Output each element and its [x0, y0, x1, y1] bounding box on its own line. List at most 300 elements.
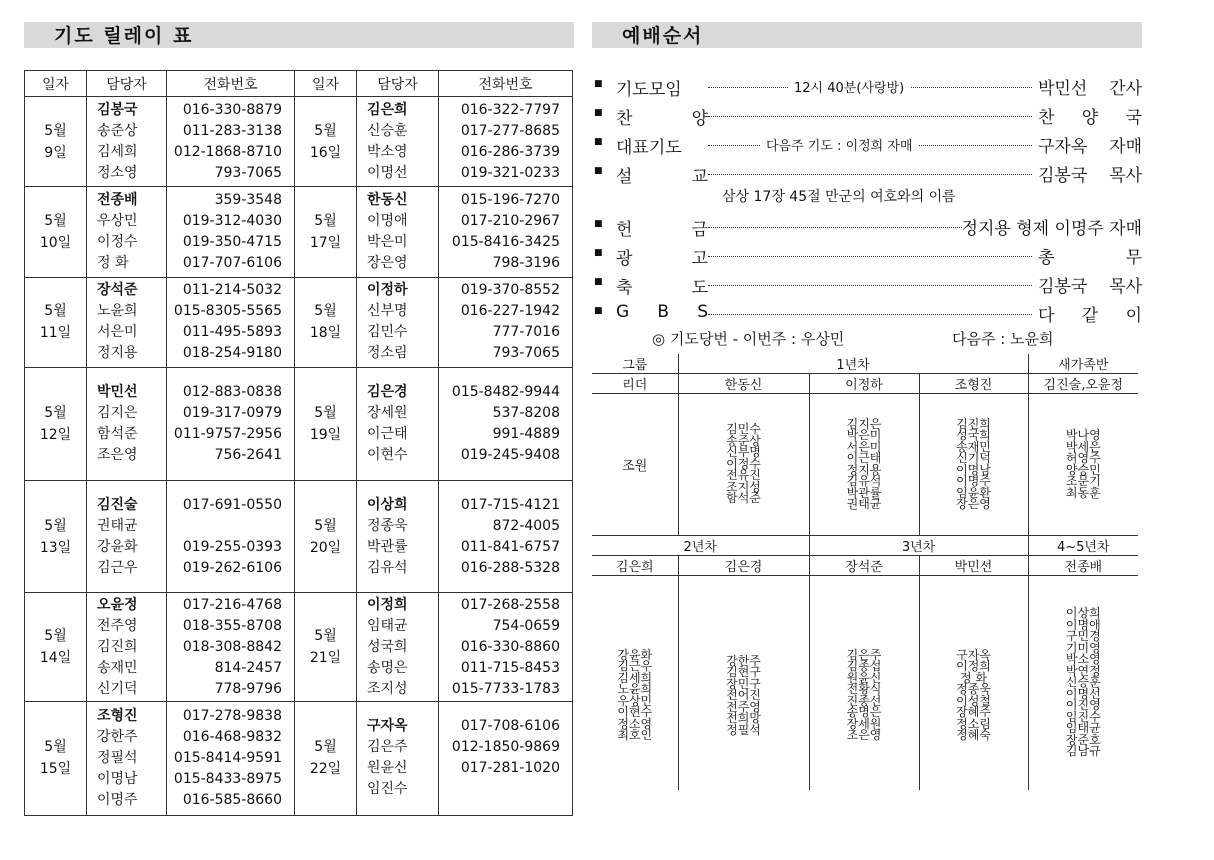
group-member: 장은영 — [956, 497, 991, 511]
relay-date-line: 5월 — [44, 739, 67, 756]
relay-person: 정종욱 — [367, 517, 408, 534]
relay-phone: 017-708-6106 — [460, 718, 560, 735]
relay-names — [87, 277, 167, 367]
group-member: 장세원 — [846, 716, 882, 731]
group-member: 원윤신 — [846, 670, 882, 685]
relay-phone: 016-468-9832 — [182, 728, 282, 745]
group-header-row-2 — [592, 536, 1138, 556]
group-member: 김세희 — [617, 670, 653, 685]
group-member: 신승훈 — [1065, 675, 1101, 689]
relay-date-line: 21일 — [309, 650, 342, 666]
relay-person: 김진술 — [97, 496, 138, 513]
relay-date-line: 5월 — [314, 303, 337, 320]
group-member: 정필석 — [726, 722, 761, 737]
group-member: 임태균 — [1065, 721, 1101, 735]
relay-person: 신부명 — [367, 303, 408, 320]
group-members — [919, 394, 1028, 536]
relay-person: 이명주 — [97, 791, 138, 808]
group-member: 정종욱 — [956, 682, 991, 697]
relay-phone: 015-8416-3425 — [451, 233, 560, 250]
relay-date — [25, 367, 87, 480]
relay-person: 전주영 — [97, 617, 138, 634]
relay-phone: 011-715-8453 — [460, 659, 560, 676]
relay-phone: 017-216-4768 — [182, 596, 282, 613]
group-leader: 전종배 — [1028, 556, 1138, 576]
relay-phone: 012-1850-9869 — [451, 739, 560, 756]
newcomer-header: 새가족반 — [1028, 354, 1138, 374]
worship-item — [592, 299, 1142, 328]
relay-person: 한동신 — [367, 191, 408, 208]
relay-person: 오윤정 — [97, 596, 138, 613]
relay-date-line: 9일 — [44, 144, 67, 161]
group-member: 임진수 — [1065, 709, 1101, 724]
leader-dots — [708, 116, 1032, 117]
group-members — [919, 576, 1028, 790]
relay-person: 조지성 — [367, 680, 408, 697]
square-bullet-icon: ■ — [594, 108, 603, 118]
relay-date — [25, 481, 87, 593]
square-bullet-icon: ■ — [594, 306, 603, 316]
relay-phone: 011-214-5032 — [182, 282, 282, 299]
relay-person: 김지은 — [97, 404, 138, 421]
relay-phone: 019-350-4715 — [182, 233, 282, 250]
group-leader: 박민선 — [919, 556, 1028, 576]
worship-item-label: 축 도 — [616, 278, 708, 298]
worship-item-detail: 다음주 기도 : 이정희 자매 — [760, 135, 919, 154]
relay-phone: 814-2457 — [214, 659, 282, 676]
relay-phone: 777-7016 — [492, 324, 560, 341]
group-member: 구자옥 — [956, 647, 991, 662]
group-member: 전주영 — [726, 699, 761, 714]
year1-header: 1년차 — [678, 354, 1028, 374]
leader-dots — [708, 256, 1032, 257]
relay-names — [357, 187, 439, 277]
relay-date — [295, 481, 357, 593]
relay-row — [25, 593, 573, 701]
relay-phone: 017-268-2558 — [460, 596, 560, 613]
worship-item-leader: 정지용 형제 이명주 자매 — [962, 214, 1142, 239]
relay-date — [25, 593, 87, 701]
relay-date-line: 17일 — [309, 234, 342, 251]
group-member: 임윤환 — [956, 485, 991, 500]
relay-person: 원윤신 — [367, 760, 408, 777]
year3-header: 3년차 — [809, 536, 1028, 556]
relay-person: 김세희 — [97, 143, 138, 160]
relay-phone: 991-4889 — [492, 425, 560, 442]
worship-item-label: 기도모임 — [616, 80, 682, 100]
relay-phones — [439, 367, 573, 480]
relay-phone: 011-841-6757 — [460, 538, 560, 555]
square-bullet-icon: ■ — [594, 219, 603, 229]
relay-phone: 017-278-9838 — [182, 707, 282, 724]
order-of-worship — [592, 72, 1142, 354]
relay-date-line: 5월 — [44, 212, 67, 229]
relay-date-line: 13일 — [39, 539, 72, 556]
relay-phone: 793-7065 — [492, 345, 560, 362]
relay-phone: 016-585-8660 — [182, 791, 282, 808]
relay-date-line: 5월 — [44, 404, 67, 421]
group-member: 진종선 — [846, 693, 882, 708]
sermon-text: 삼상 17장 45절 만군의 여호와의 이름 — [722, 189, 956, 205]
relay-phone: 756-2641 — [214, 446, 282, 463]
relay-date-line: 18일 — [309, 325, 342, 342]
relay-phone: 019-312-4030 — [182, 212, 282, 229]
relay-person: 정필석 — [97, 749, 138, 766]
relay-person: 이근태 — [367, 425, 408, 442]
relay-person: 송준상 — [97, 122, 138, 139]
relay-person: 박소영 — [367, 143, 408, 160]
relay-phone: 015-8433-8975 — [173, 770, 282, 787]
relay-person: 이정수 — [97, 233, 138, 250]
relay-phones — [167, 481, 295, 593]
group-leader: 이정하 — [809, 374, 919, 394]
group-members — [1028, 394, 1138, 536]
relay-date-line: 19일 — [309, 426, 342, 443]
relay-row — [25, 701, 573, 815]
group-member: 박연정 — [1065, 663, 1101, 678]
header-phone: 전화번호 — [439, 71, 573, 97]
relay-phone: 015-8305-5565 — [173, 303, 282, 320]
worship-item — [592, 72, 1142, 101]
header-date: 일자 — [25, 71, 87, 97]
relay-names — [87, 97, 167, 187]
relay-date — [295, 277, 357, 367]
group-members — [809, 576, 919, 790]
relay-names — [87, 367, 167, 480]
relay-header-row — [25, 71, 573, 97]
group-member: 김은주 — [846, 647, 882, 662]
square-bullet-icon: ■ — [594, 79, 603, 89]
group-header-label: 그룹 — [592, 354, 678, 374]
worship-item-label: G B S — [616, 302, 708, 322]
relay-phone: 016-227-1942 — [460, 303, 560, 320]
relay-phone — [439, 779, 572, 800]
group-member: 김민수 — [726, 422, 761, 437]
group-member: 박세은 — [1065, 439, 1101, 454]
group-members — [592, 576, 678, 790]
relay-person: 이정희 — [367, 596, 408, 613]
group-member: 권태균 — [846, 497, 882, 511]
group-member: 정지용 — [846, 462, 882, 477]
relay-person: 김진희 — [97, 638, 138, 655]
relay-phones — [167, 187, 295, 277]
relay-phone: 798-3196 — [492, 254, 560, 271]
relay-phone: 872-4005 — [492, 517, 560, 534]
group-member: 김종섭 — [846, 659, 882, 674]
relay-names — [87, 593, 167, 701]
relay-person: 이현수 — [367, 446, 408, 463]
relay-person: 정지용 — [97, 345, 138, 362]
square-bullet-icon: ■ — [594, 277, 603, 287]
group-member: 이정수 — [726, 456, 761, 471]
square-bullet-icon: ■ — [594, 248, 603, 258]
relay-phone: 017-715-4121 — [460, 496, 560, 513]
relay-person: 노윤희 — [97, 303, 138, 320]
relay-date-line: 5월 — [314, 739, 337, 756]
relay-person: 전종배 — [97, 191, 138, 208]
worship-item-leader: 찬 양 국 — [1038, 103, 1142, 128]
relay-names — [357, 97, 439, 187]
relay-phone: 017-281-1020 — [460, 760, 560, 777]
group-members — [678, 394, 809, 536]
worship-item-leader: 김봉국 목사 — [1038, 161, 1142, 186]
relay-phones — [439, 97, 573, 187]
worship-item — [592, 212, 1142, 241]
group-member: 송재민 — [956, 439, 991, 454]
group-member: 우상민 — [617, 693, 653, 708]
group-member: 최호인 — [617, 728, 653, 743]
worship-item — [592, 270, 1142, 299]
group-table — [592, 354, 1138, 790]
relay-date-line: 12일 — [39, 426, 72, 443]
group-member: 장민구 — [726, 676, 761, 691]
relay-names — [357, 481, 439, 593]
group-member: 양승민 — [1065, 462, 1101, 477]
worship-item-leader: 다 같 이 — [1038, 301, 1142, 326]
relay-date-line: 5월 — [314, 122, 337, 139]
group-member: 이근태 — [846, 451, 882, 465]
leader-dots — [708, 285, 1032, 286]
relay-person: 임태균 — [367, 617, 408, 634]
member-row-2 — [592, 576, 1138, 790]
group-member: 전희망 — [726, 711, 761, 725]
group-leader: 김진술,오윤정 — [1028, 374, 1138, 394]
relay-date-line: 15일 — [39, 761, 72, 778]
group-member: 허영주 — [1065, 451, 1101, 465]
group-members — [809, 394, 919, 536]
relay-names — [357, 277, 439, 367]
relay-phones — [167, 367, 295, 480]
square-bullet-icon: ■ — [594, 166, 603, 176]
relay-phone: 011-9757-2956 — [173, 425, 282, 442]
relay-row — [25, 481, 573, 593]
relay-date-line: 20일 — [309, 539, 342, 556]
group-member: 서은미 — [846, 439, 882, 454]
group-member: 이진영 — [1065, 698, 1101, 712]
relay-person: 성국희 — [367, 638, 408, 655]
relay-phones — [439, 593, 573, 701]
group-member: 송준상 — [726, 433, 761, 448]
group-member: 정혜숙 — [956, 728, 991, 743]
relay-phone: 017-707-6106 — [182, 254, 282, 271]
leader-dots — [708, 174, 1032, 175]
relay-person: 임진수 — [367, 781, 408, 798]
relay-person: 장석준 — [97, 282, 138, 299]
group-leader: 한동신 — [678, 374, 809, 394]
relay-phone: 778-9796 — [214, 680, 282, 697]
worship-item-label: 헌 금 — [616, 220, 708, 240]
prayer-duty-this-week: ◎ 기도당번 - 이번주 : 우상민 — [652, 330, 845, 348]
worship-item — [592, 159, 1142, 188]
relay-person: 조형진 — [97, 707, 138, 724]
worship-item — [592, 101, 1142, 130]
relay-names — [87, 481, 167, 593]
relay-phone: 016-286-3739 — [460, 143, 560, 160]
relay-person: 김봉국 — [97, 101, 138, 118]
relay-person: 정 화 — [97, 254, 129, 271]
leader-row-2 — [592, 556, 1138, 576]
group-member: 김현구 — [726, 665, 761, 679]
relay-phone: 017-277-8685 — [460, 122, 560, 139]
relay-row — [25, 367, 573, 480]
relay-date — [295, 593, 357, 701]
header-date: 일자 — [295, 71, 357, 97]
header-person: 담당자 — [87, 71, 167, 97]
relay-phone: 015-8482-9944 — [451, 383, 560, 400]
relay-phone: 537-8208 — [492, 404, 560, 421]
group-member: 김근우 — [617, 659, 653, 674]
order-of-worship-title: 예배순서 — [592, 22, 1142, 48]
leader-label: 리더 — [592, 374, 678, 394]
relay-row — [25, 187, 573, 277]
group-member: 강한주 — [726, 653, 761, 668]
relay-person: 신승훈 — [367, 122, 408, 139]
relay-names — [87, 187, 167, 277]
relay-phone: 011-283-3138 — [182, 122, 282, 139]
relay-row — [25, 277, 573, 367]
group-member: 신부명 — [726, 445, 761, 460]
relay-phones — [167, 593, 295, 701]
relay-person: 함석준 — [97, 425, 138, 442]
relay-phone: 017-691-0550 — [182, 496, 282, 513]
relay-phone: 019-245-9408 — [460, 446, 560, 463]
relay-date-line: 14일 — [39, 650, 72, 666]
worship-item — [592, 130, 1142, 159]
relay-person: 송명은 — [367, 659, 408, 676]
relay-phone: 015-196-7270 — [460, 191, 560, 208]
worship-item-detail: 12시 40분(사랑방) — [788, 77, 910, 96]
relay-phones — [439, 701, 573, 815]
group-member: 노윤희 — [617, 682, 653, 697]
group-member: 전황식 — [846, 682, 882, 697]
group-member: 이명남 — [956, 462, 991, 477]
group-members — [678, 576, 809, 790]
relay-phones — [439, 481, 573, 593]
relay-person: 서은미 — [97, 324, 138, 341]
relay-date-line: 11일 — [39, 325, 72, 342]
relay-date-line: 5월 — [44, 122, 67, 139]
relay-person: 정소영 — [97, 164, 138, 181]
group-member: 박나영 — [1065, 428, 1101, 442]
relay-phone: 019-321-0233 — [460, 164, 560, 181]
relay-person: 김근우 — [97, 559, 138, 576]
group-member: 조문기 — [1065, 474, 1101, 488]
relay-phone: 016-322-7797 — [460, 101, 560, 118]
group-member: 전어진 — [726, 688, 761, 702]
relay-phones — [439, 187, 573, 277]
relay-person: 김은경 — [367, 383, 408, 400]
group-member: 조은영 — [846, 728, 882, 743]
year45-header: 4~5년차 — [1028, 536, 1138, 556]
relay-phone: 011-495-5893 — [182, 324, 282, 341]
relay-phone: 012-1868-8710 — [173, 143, 282, 160]
relay-date-line: 5월 — [314, 628, 337, 644]
relay-phone: 012-883-0838 — [182, 383, 282, 400]
relay-names — [357, 701, 439, 815]
relay-date-line: 16일 — [309, 144, 342, 161]
relay-person: 강한주 — [97, 728, 138, 745]
group-member: 장혜주 — [956, 705, 991, 720]
relay-names — [357, 593, 439, 701]
member-label: 조원 — [622, 459, 648, 474]
relay-person: 이상희 — [367, 496, 408, 513]
relay-person: 이정하 — [367, 282, 408, 299]
worship-item-leader: 박민선 간사 — [1038, 74, 1142, 99]
worship-item-label: 설 교 — [616, 167, 708, 187]
group-member: 이명주 — [956, 474, 991, 488]
worship-item-label: 찬 양 — [616, 109, 708, 129]
group-leader: 김은희 — [592, 556, 678, 576]
worship-item — [592, 241, 1142, 270]
relay-date-line: 10일 — [39, 234, 72, 251]
header-person: 담당자 — [357, 71, 439, 97]
relay-person: 송재민 — [97, 659, 138, 676]
relay-person: 김민수 — [367, 324, 408, 341]
relay-date — [295, 701, 357, 815]
group-member: 강윤화 — [617, 647, 653, 662]
relay-phones — [167, 277, 295, 367]
group-member: 이성철 — [956, 693, 991, 708]
leader-row — [592, 374, 1138, 394]
group-leader: 김은경 — [678, 556, 809, 576]
prayer-duty-next-week: 다음주 : 노윤희 — [952, 330, 1054, 348]
group-member: 장준호 — [1065, 732, 1101, 747]
group-member: 이상희 — [1065, 606, 1101, 620]
group-member: 이명애 — [1065, 617, 1101, 632]
relay-row — [25, 97, 573, 187]
relay-names — [357, 367, 439, 480]
relay-person: 신기덕 — [97, 680, 138, 697]
group-member: 김진희 — [956, 416, 991, 431]
group-member: 전유진 — [726, 468, 761, 483]
group-member: 신기덕 — [956, 451, 991, 465]
relay-date-line: 5월 — [44, 303, 67, 320]
year2-header: 2년차 — [592, 536, 809, 556]
group-member: 정소림 — [956, 716, 991, 731]
prayer-relay-table — [24, 70, 573, 816]
relay-person: 정소림 — [367, 345, 408, 362]
square-bullet-icon: ■ — [594, 137, 603, 147]
group-member: 이명선 — [1065, 686, 1101, 701]
prayer-relay-title: 기도 릴레이 표 — [24, 22, 574, 48]
group-leader: 장석준 — [809, 556, 919, 576]
group-member: 구민경 — [1065, 629, 1101, 643]
relay-person: 박관률 — [367, 538, 408, 555]
relay-date — [295, 367, 357, 480]
group-member: 정 화 — [960, 670, 988, 685]
relay-phones — [439, 277, 573, 367]
relay-person: 장세원 — [367, 404, 408, 421]
relay-date — [25, 277, 87, 367]
relay-date — [25, 97, 87, 187]
group-members — [1028, 576, 1138, 790]
worship-item-leader: 구자옥 자매 — [1038, 132, 1142, 157]
relay-person: 구자옥 — [367, 718, 408, 735]
relay-date-line: 5월 — [314, 517, 337, 534]
group-member: 박소영 — [1065, 652, 1101, 666]
relay-person: 박민선 — [97, 383, 138, 400]
relay-phone: 793-7065 — [214, 164, 282, 181]
relay-date-line: 22일 — [309, 761, 342, 778]
relay-phone: 018-254-9180 — [182, 345, 282, 362]
member-row — [592, 394, 1138, 536]
relay-person: 이명애 — [367, 212, 408, 229]
relay-phone: 018-308-8842 — [182, 638, 282, 655]
relay-phone — [167, 516, 294, 537]
header-phone: 전화번호 — [167, 71, 295, 97]
relay-phones — [167, 97, 295, 187]
group-member: 성국희 — [956, 428, 991, 442]
